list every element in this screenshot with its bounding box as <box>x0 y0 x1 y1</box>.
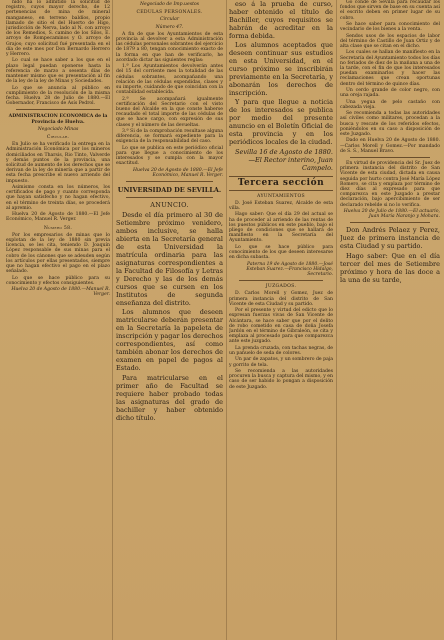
paragraph: Un cerdo grande de color negro, con una oreja rajada. <box>340 88 440 99</box>
paragraph: Los alumnos aceptados que deseen continuar sus estudios en esta Universidad, en el curso próximo se inscribirán previamente en la Secretaría, y abonarán los derechos de inscripción. <box>229 41 333 98</box>
paragraph: eso á la prueba de curso, haber obtenido el título de Bachiller, cuyos requisitos se habrán de acreditar en la forma debida. <box>229 0 333 40</box>
paragraph: Y para que llegue a noticia de los interesados se publica por medio del presente anuncio en el Boletín Oficial de esta provincia y en los periódicos locales de la ciudad. <box>229 98 333 147</box>
paragraph: Lo que se hace público para su conocimiento y efectos consiguientes. <box>6 275 110 286</box>
circular-label: Circular <box>159 17 180 23</box>
paragraph: Asimismo consta en los números, los certificados de pago y cuanto corresponda que hayan satisfecho y no hagan efectivo, en el término de treinta días, se procederá al apremio. <box>6 185 110 211</box>
paragraph: Lo que se anuncia al público en cumplimiento de la resolución de la misma fecha. Huelva 28 de Julio de 1880.—El Gobernador, Francisco de Asís Pedrol. <box>6 85 110 107</box>
paragraph: Los cuales se hallan de manifiesto en la Secretaría del Ayuntamiento todos los días no feriados de diez de la mañana a una de la tarde, con el fin de que los interesados puedan examinarlos y hacer las reclamaciones que crean oportunas dentro del término de quince días. <box>340 50 440 87</box>
column-1 <box>6 0 110 640</box>
paragraph: Hago saber: Que en el día tercer del mes de Setiembre próximo y hora de las doce a la una de su tarde, <box>340 251 440 284</box>
paragraph: Desde el día primero al 30 de Setiembre próximo venidero, ambos inclusive, se halla abierta en la Secretaría general de esta Universidad la matrícula ordinaria para las asignaturas correspondientes a la Facultad de Filosofía y Letras y Derecho y las de los demás cursos que se cursen en los Institutos de segunda enseñanza del distrito. <box>116 211 223 308</box>
paragraph: Se hace saber para conocimiento del vecindario de los bienes a la venta. <box>340 22 440 33</box>
paragraph: Se recomienda a las autoridades procuren la busca y captura del mismo, y en caso de ser habido lo pongan a disposición de este Juzgado. <box>229 368 333 390</box>
paragraph: Lo que se publica en este periódico oficial para que llegue a conocimiento de los interesados y se cumpla con la mayor exactitud. <box>116 145 223 167</box>
column-divider <box>112 0 113 640</box>
divider <box>239 280 323 281</box>
paragraph: Un par de zapatos, y un sombrero de paja y gorrito de tela. <box>229 357 333 368</box>
paragraph: Dado en Huelva 20 de Agosto de 1880.—Carlos Morell y Gomez.—Por mandado de S. S., Manuel Bravo. <box>340 138 440 154</box>
paragraph: La prenda cruzada, con tachas negras, de un pañuelo de seda de colores. <box>229 345 333 356</box>
column-2 <box>116 0 223 640</box>
section-heading: CEDULAS PERSONALES. <box>136 10 203 16</box>
paragraph: 3.ª Si de la comprobación resultase alguna diferencia, se formará expediente para la exigencia de la responsabilidad del caso. <box>116 129 223 145</box>
paragraph: Hago saber: Que el día 29 del actual se ha de proceder al arriendo de las rentas de los puestos públicos en este pueblo, bajo el pliego de condiciones que se hallará de manifiesto en la Secretaría del Ayuntamiento. <box>229 212 333 244</box>
subheading: Negociado Minas <box>37 126 79 132</box>
paragraph: Lo cual se hace saber a los que en el plazo legal puedan oponerse hasta la referencia de marzo a sesenta días de mantener mismo que es presentación al fin de la ley de la ley de Minas y Sociedades. <box>6 58 110 85</box>
divider <box>350 222 430 223</box>
paragraph: Los alumnos que deseen matricularse deberán presentar en la Secretaría la papeleta de inscripción y pagar los derechos correspondientes, así como también abonar los derechos de examen en papel de pagos al Estado. <box>116 308 223 373</box>
section-heading: AYUNTAMIENTOS <box>257 193 305 199</box>
paragraph: D. José Esteban Suarez, Alcalde de esta villa. <box>229 200 333 211</box>
paragraph: Por el presente y virtud del edicto que lo expresan fuerzas vivas de San Vicente de Alcántara, se hace saber que por el delito de robo cometido en casa de doña Josefa Jardón en el término de Gibraleón, se cita y emplaza al procesado para que comparezca ante este juzgado. <box>229 308 333 345</box>
column-divider <box>336 0 337 640</box>
divider <box>350 157 430 158</box>
section-heading: JUZGADOS. <box>265 284 297 290</box>
section-heading: ADMINISTRACION ECONOMICA de la Provincia de Huelva. <box>8 114 108 125</box>
paragraph: Go conde de Sevilla para recaudar los fondos que sirven de base en su cuenta así el escrito deben en primer lugar de su cobro. <box>340 0 440 21</box>
paragraph: nido ha lo admitido la solicitud de registro, cuyos mayor derecho, de 12 pertenencias de mina de mineral manganeso, en terreno baldíos, propio llamado de sitio el del Huerto de Higo, jurisdicción de Nerva, lado al N. con arroyo de los Remedios, S. camino de los Silos, E. arroyo de Rompecaminos y O. arroyo de Grajos; cuyo solicitud fué presentada en el día de este mes por Don Bernardo Herrero y Herrero. <box>6 0 110 58</box>
number-label: Número 47. <box>155 24 184 30</box>
subheading: Negociado de Imp.uestos <box>139 2 200 7</box>
paragraph: Para matricularse en el primer año de Facultad se requiere haber probado todas las asignaturas del grado de bachiller y haber obtenido dicho título. <box>116 373 223 422</box>
paragraph: Don Andrés Pelaez y Perez, Juez de primera instancia de esta Ciudad y su partido. <box>340 226 440 251</box>
column-divider <box>226 0 227 640</box>
paragraph: D. Carlos Morell y Gomez, Juez de primera instancia del distrito de San Vicente de esta Ciudad y su partido. <box>229 291 333 307</box>
column-4 <box>340 0 440 640</box>
paragraph: 1.ª Los Ayuntamientos devolverán antes del 15 del corriente mes la totalidad de las cédulas sobrantes, acompañando una relación de las cédulas expendidas, clases y su importe, cuidando de que coincidan con la contabilidad establecida. <box>116 64 223 96</box>
column-3 <box>229 0 333 640</box>
circular-label: Circular. <box>46 135 70 141</box>
divider <box>126 197 213 198</box>
signature: Paterna 19 de Agosto de 1880.—José Esteban Suarez.—Francisco Hidalgo, Secretario. <box>246 261 333 277</box>
number-label: Número 58. <box>43 225 73 231</box>
notice-label: ANUNCIO. <box>150 201 189 210</box>
paragraph: Una yegua de pelo castaño con cabezada vieja. <box>340 99 440 110</box>
paragraph: 2.ª Se acompañará igualmente certificación del Secretario con el visto bueno del Alcalde en la que conste haberse recaudado el total importe de las cédulas de que se hace cargo, con expresión de sus clases y el número de las devueltas. <box>116 96 223 128</box>
paragraph: Sendos usos de los espacios de labor del término de Castillo de Juan Ortiz y de alta clase que se citan en el dicho. <box>340 33 440 49</box>
signature: Huelva 20 de Julio de 1880.—El actuario, Juan María Naranjo y Mohara. <box>343 209 440 220</box>
signature: Sevilla 16 de Agosto de 1880.—El Rector interino, Juan Campelo. <box>235 147 333 172</box>
paragraph: En virtud de providencia del Sr. Juez de primera instancia del distrito de San Vicente de esta ciudad, dictada en causa seguida por hurto contra José María López Romero, se cita y emplaza por término de diez días al expresado para que comparezca en este Juzgado a prestar declaración, bajo apercibimiento de ser declarado rebelde si no lo verifica. <box>340 161 440 208</box>
divider <box>126 181 213 182</box>
section-title: Tercera sección <box>229 176 333 191</box>
signature: Huelva 20 de Agosto de 1880.—Manuel R. Verger. <box>11 287 110 298</box>
paragraph: A fin de que los Ayuntamientos de esta provincia al devolver a esta Administración las cédulas personales sobrantes del ejercicio de 1879 a 80, tengan conocimiento exacto de la forma en que han de verificarlo, he acordado dictar las siguientes reglas: <box>116 31 223 63</box>
section-heading: UNIVERSIDAD DE SEVILLA. <box>117 186 222 195</box>
paragraph: En Julio se ha verificado la entrega en la Administración Económica por los mineros domiciliados en Tharsis, Rio Tinto, Valverde y demás puntos de la provincia, una solicitud de aumento de los derechos que se derivan de la ley de minería que a partir de esta fecha prescribe el nuevo arriendo del impuesto. <box>6 142 110 184</box>
signature: Huelva 20 de Agosto de 1880.—El Jefe Económico, Manuel R. Verger. <box>133 167 223 179</box>
paragraph: Se recomienda a todas las autoridades así civiles como militares, procedan a la busca y rescate de los referidos efectos, poniéndolos en su caso a disposición de este Juzgado. <box>340 111 440 137</box>
divider <box>16 109 100 110</box>
paragraph: Huelva 20 de Agosto de 1880.—El Jefe Económico, Manuel R. Verger. <box>6 212 110 223</box>
paragraph: Lo que se hace público para conocimiento de los que deseen interesarse en dicha subasta. <box>229 244 333 261</box>
paragraph: Por los empresarios de minas que lo explotan de la ley de 1880 sin previa licencia, se les cita, teniendo D. Joaquín López responsable de sus minas para el cobro de los cánones que se adeuden según los artículos por ellas presentados, siempre que no hagan efectivo el pago en el plazo señalado. <box>6 232 110 275</box>
